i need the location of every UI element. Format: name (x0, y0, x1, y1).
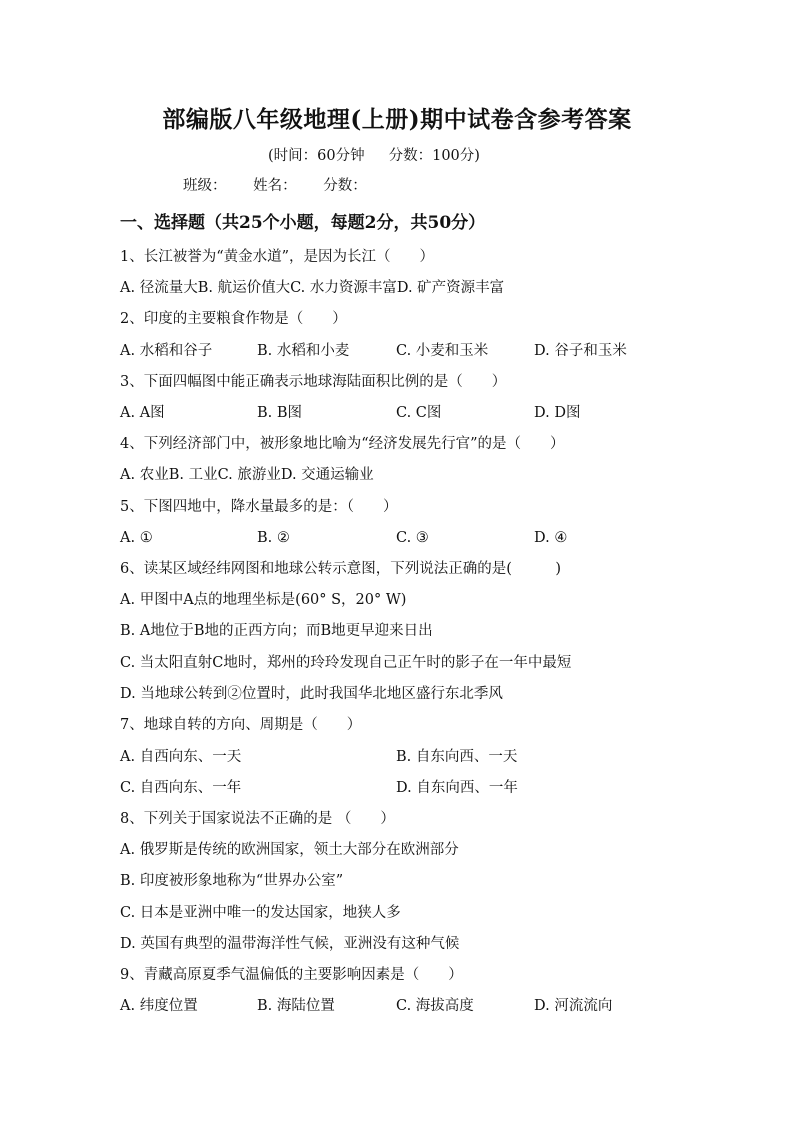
option-c: C. 自西向东、一年 (120, 780, 242, 796)
option-c: C. C图 (396, 405, 442, 421)
option-a: A. 自西向东、一天 (120, 749, 242, 765)
question-6-option-d: D. 当地球公转到②位置时，此时我国华北地区盛行东北季风 (120, 686, 503, 702)
option-b: B. 水稻和小麦 (257, 343, 350, 359)
option-d: D. 谷子和玉米 (534, 343, 627, 359)
question-6-option-c: C. 当太阳直射C地时，郑州的玲玲发现自己正午时的影子在一年中最短 (120, 655, 572, 671)
option-a: A. 纬度位置 (120, 998, 198, 1014)
question-7-stem: 7、地球自转的方向、周期是（ ） (120, 717, 362, 733)
exam-total-score: 分数：100分) (388, 148, 480, 164)
option-a: A. 水稻和谷子 (120, 343, 213, 359)
option-d: D. D图 (534, 405, 581, 421)
option-b: B. 海陆位置 (257, 998, 335, 1014)
student-info (183, 174, 389, 195)
option-c: C. 小麦和玉米 (396, 343, 489, 359)
question-4-stem: 4、下列经济部门中，被形象地比喻为“经济发展先行官”的是（ ） (120, 436, 565, 452)
question-6-stem: 6、读某区域经纬网图和地球公转示意图，下列说法正确的是( ) (120, 561, 562, 577)
option-c: C. 海拔高度 (396, 998, 474, 1014)
option-b: B. B图 (257, 405, 303, 421)
name-label: 姓名： (253, 178, 297, 194)
question-4-options: A. 农业B. 工业C. 旅游业D. 交通运输业 (120, 467, 374, 483)
question-9-stem: 9、青藏高原夏季气温偏低的主要影响因素是（ ） (120, 967, 463, 983)
question-5-stem: 5、下图四地中，降水量最多的是：（ ） (120, 499, 398, 515)
page-title: 部编版八年级地理(上册)期中试卷含参考答案 (162, 106, 632, 133)
question-8-option-b: B. 印度被形象地称为“世界办公室” (120, 873, 344, 889)
question-2-stem: 2、印度的主要粮食作物是（ ） (120, 311, 347, 327)
question-1-options: A. 径流量大B. 航运价值大C. 水力资源丰富D. 矿产资源丰富 (120, 280, 505, 296)
option-d: D. 自东向西、一年 (396, 780, 518, 796)
class-label: 班级： (183, 178, 227, 194)
option-a: A. A图 (120, 405, 165, 421)
question-8-option-c: C. 日本是亚洲中唯一的发达国家，地狭人多 (120, 905, 401, 921)
points-label: 分数： (323, 178, 367, 194)
question-6-option-a: A. 甲图中A点的地理坐标是(60° S，20° W) (120, 592, 407, 608)
option-c: C. ③ (396, 530, 429, 546)
option-b: B. 自东向西、一天 (396, 749, 518, 765)
question-8-option-a: A. 俄罗斯是传统的欧洲国家，领土大部分在欧洲部分 (120, 842, 459, 858)
question-1-stem: 1、长江被誉为“黄金水道”，是因为长江（ ） (120, 249, 435, 265)
exam-meta (268, 144, 480, 165)
question-3-stem: 3、下面四幅图中能正确表示地球海陆面积比例的是（ ） (120, 374, 507, 390)
question-6-option-b: B. A地位于B地的正西方向；而B地更早迎来日出 (120, 623, 433, 639)
option-b: B. ② (257, 530, 290, 546)
option-a: A. ① (120, 530, 153, 546)
exam-time: (时间：60分钟 (268, 148, 365, 164)
section-title: 一、选择题（共25个小题，每题2分，共50分） (120, 213, 486, 233)
question-8-option-d: D. 英国有典型的温带海洋性气候，亚洲没有这种气候 (120, 936, 460, 952)
option-d: D. 河流流向 (534, 998, 613, 1014)
question-8-stem: 8、下列关于国家说法不正确的是 （ ） (120, 811, 395, 827)
option-d: D. ④ (534, 530, 568, 546)
